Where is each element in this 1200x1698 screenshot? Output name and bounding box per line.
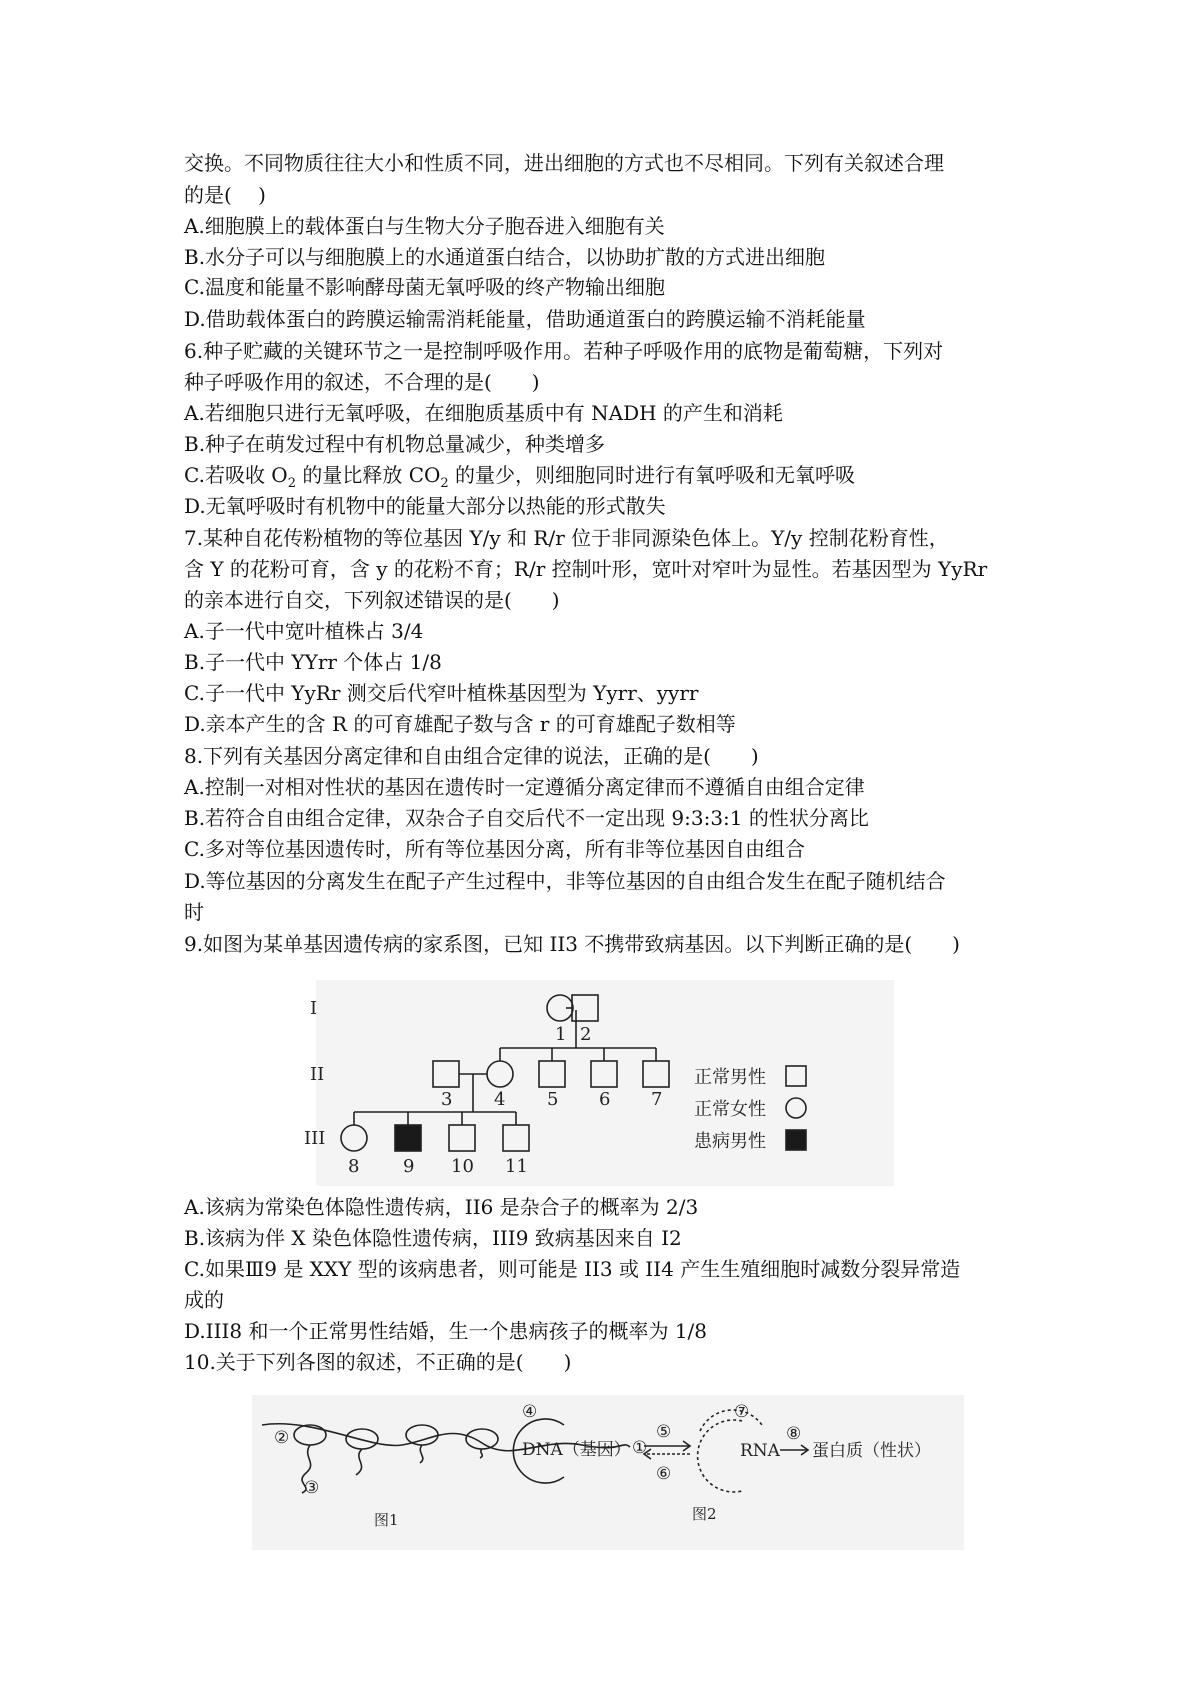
figure2-marker-6: ⑥: [656, 1464, 672, 1484]
q6-option-c-sub2: 2: [440, 476, 449, 491]
q6-stem-line2: 种子呼吸作用的叙述，不合理的是( ): [184, 370, 540, 394]
pedigree-III11-normal-male: [503, 1125, 529, 1151]
pedigree-svg: [304, 980, 894, 1186]
figure1-marker-3: ③: [304, 1478, 320, 1498]
q8-stem: 8.下列有关基因分离定律和自由组合定律的说法，正确的是( ): [184, 744, 759, 768]
figure1-marker-2: ②: [274, 1428, 290, 1448]
q10-figures-svg: [252, 1395, 964, 1550]
rna-replication-arc: [698, 1420, 742, 1492]
q5-option-a: A.细胞膜上的载体蛋白与生物大分子胞吞进入细胞有关: [184, 214, 665, 238]
pedigree-label-5: 5: [547, 1089, 559, 1110]
pedigree-III8-normal-female: [341, 1125, 367, 1151]
pedigree-gen-III-label: III: [304, 1128, 326, 1149]
legend-affected-label: 患病男性: [694, 1131, 766, 1152]
q9-option-b: B.该病为伴 X 染色体隐性遗传病，III9 致病基因来自 I2: [184, 1226, 682, 1250]
peptide-chain-3: [420, 1445, 423, 1463]
q5-option-c: C.温度和能量不影响酵母菌无氧呼吸的终产物输出细胞: [184, 275, 665, 299]
pedigree-II7-normal-male: [643, 1061, 669, 1087]
pedigree-figure: [304, 980, 894, 1186]
q7-stem-line3: 的亲本进行自交，下列叙述错误的是( ): [184, 588, 560, 612]
q5-option-d: D.借助载体蛋白的跨膜运输需消耗能量，借助通道蛋白的跨膜运输不消耗能量: [184, 307, 866, 331]
q10-stem: 10.关于下列各图的叙述，不正确的是( ): [184, 1350, 572, 1374]
figure1-caption: 图1: [374, 1511, 399, 1529]
pedigree-label-10: 10: [451, 1156, 474, 1177]
q6-option-c-part1: C.若吸收 O: [184, 463, 288, 487]
figure2-caption: 图2: [692, 1505, 717, 1523]
pedigree-gen-II-label: II: [310, 1064, 325, 1085]
legend-affected-symbol: [786, 1130, 806, 1150]
q8-option-c: C.多对等位基因遗传时，所有等位基因分离，所有非等位基因自由组合: [184, 837, 805, 861]
q6-option-b: B.种子在萌发过程中有机物总量减少，种类增多: [184, 432, 606, 456]
q6-stem-line1: 6.种子贮藏的关键环节之一是控制呼吸作用。若种子呼吸作用的底物是葡萄糖，下列对: [184, 339, 944, 363]
q7-stem-line1: 7.某种自花传粉植物的等位基因 Y/y 和 R/r 位于非同源染色体上。Y/y 控制花粉育性，: [184, 526, 949, 550]
legend-male-symbol: [786, 1066, 806, 1086]
pedigree-label-1: 1: [555, 1024, 567, 1045]
pedigree-label-3: 3: [441, 1089, 453, 1110]
ribosome-2: [346, 1429, 378, 1449]
q9-option-c-line2: 成的: [184, 1288, 224, 1312]
q5-stem-line2: 的是( ): [184, 183, 266, 207]
q8-option-d-line1: D.等位基因的分离发生在配子产生过程中，非等位基因的自由组合发生在配子随机结合: [184, 869, 946, 893]
q6-option-c-part2: 的量比释放 CO: [295, 463, 441, 487]
pedigree-label-9: 9: [403, 1156, 415, 1177]
figure2-protein-label: 蛋白质（性状）: [812, 1441, 931, 1461]
peptide-chain-4: [480, 1449, 482, 1458]
pedigree-II3-normal-male: [433, 1061, 459, 1087]
pedigree-II4-normal-female: [487, 1061, 513, 1087]
figure2-marker-5: ⑤: [656, 1422, 672, 1442]
legend-female-symbol: [786, 1098, 806, 1118]
q7-option-d: D.亲本产生的含 R 的可育雄配子数与含 r 的可育雄配子数相等: [184, 712, 736, 736]
q9-stem: 9.如图为某单基因遗传病的家系图，已知 II3 不携带致病基因。以下判断正确的是( ): [184, 932, 960, 956]
q6-option-a: A.若细胞只进行无氧呼吸，在细胞质基质中有 NADH 的产生和消耗: [184, 401, 783, 425]
q6-option-c-part3: 的量少，则细胞同时进行有氧呼吸和无氧呼吸: [448, 463, 856, 487]
figure2-marker-4: ④: [522, 1402, 538, 1422]
q7-option-c: C.子一代中 YyRr 测交后代窄叶植株基因型为 Yyrr、yyrr: [184, 681, 699, 705]
q9-option-d: D.III8 和一个正常男性结婚，生一个患病孩子的概率为 1/8: [184, 1319, 708, 1343]
pedigree-label-7: 7: [651, 1089, 663, 1110]
pedigree-III9-affected-male: [395, 1125, 421, 1151]
peptide-chain-2: [356, 1449, 362, 1475]
q6-option-d: D.无氧呼吸时有机物中的能量大部分以热能的形式散失: [184, 494, 666, 518]
ribosome-1: [294, 1425, 326, 1445]
figure2-rna-label: RNA: [740, 1441, 780, 1461]
q7-stem-line2: 含 Y 的花粉可育，含 y 的花粉不育；R/r 控制叶形，宽叶对窄叶为显性。若基因型为 YyRr: [184, 557, 988, 581]
q6-option-c-sub1: 2: [287, 476, 296, 491]
rna-replication-arc-top: [700, 1410, 762, 1431]
ribosome-4: [466, 1429, 498, 1449]
q5-stem-line1: 交换。不同物质往往大小和性质不同，进出细胞的方式也不尽相同。下列有关叙述合理: [184, 151, 944, 175]
legend-female-label: 正常女性: [694, 1099, 766, 1120]
ribosome-3: [406, 1425, 438, 1445]
q8-option-a: A.控制一对相对性状的基因在遗传时一定遵循分离定律而不遵循自由组合定律: [184, 775, 865, 799]
q8-option-d-line2: 时: [184, 900, 204, 924]
pedigree-II5-normal-male: [539, 1061, 565, 1087]
pedigree-III10-normal-male: [449, 1125, 475, 1151]
figure1-marker-1: ①: [632, 1438, 648, 1458]
q9-option-a: A.该病为常染色体隐性遗传病，II6 是杂合子的概率为 2/3: [184, 1195, 699, 1219]
pedigree-label-8: 8: [348, 1156, 360, 1177]
pedigree-label-2: 2: [580, 1024, 592, 1045]
pedigree-gen-I-label: I: [310, 998, 318, 1019]
figure2-marker-7: ⑦: [734, 1402, 750, 1422]
q8-option-b: B.若符合自由组合定律，双杂合子自交后代不一定出现 9:3:3:1 的性状分离比: [184, 806, 869, 830]
q9-option-c-line1: C.如果Ⅲ9 是 XXY 型的该病患者，则可能是 II3 或 II4 产生生殖细胞时减数分裂异常造: [184, 1257, 961, 1281]
pedigree-label-11: 11: [505, 1156, 528, 1177]
pedigree-label-6: 6: [599, 1089, 611, 1110]
pedigree-II6-normal-male: [591, 1061, 617, 1087]
legend-male-label: 正常男性: [694, 1067, 766, 1088]
q7-option-a: A.子一代中宽叶植株占 3/4: [184, 619, 424, 643]
pedigree-label-4: 4: [494, 1089, 506, 1110]
figure2-dna-label: DNA（基因）: [522, 1440, 631, 1460]
figure2-marker-8: ⑧: [786, 1424, 802, 1444]
q5-option-b: B.水分子可以与细胞膜上的水通道蛋白结合，以协助扩散的方式进出细胞: [184, 245, 826, 269]
q10-figures: [252, 1395, 964, 1550]
q7-option-b: B.子一代中 YYrr 个体占 1/8: [184, 650, 442, 674]
